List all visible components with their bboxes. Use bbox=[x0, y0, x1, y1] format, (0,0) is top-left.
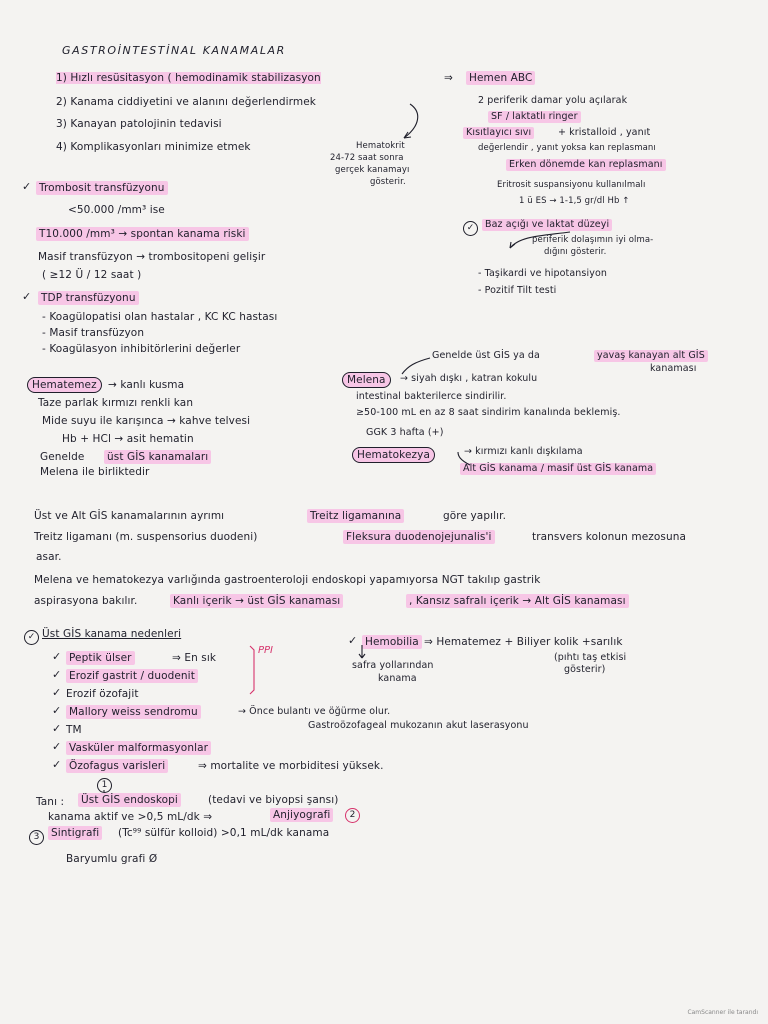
item-1: 1) Hızlı resüsitasyon ( hemodinamik stabilizasyon bbox=[56, 72, 321, 84]
right-line-4: + kristalloid , yanıt bbox=[558, 127, 651, 138]
hemobilia-rest: ⇒ Hematemez + Biliyer kolik +sarılık bbox=[424, 636, 623, 648]
melena-top-hl: yavaş kanayan alt GİS bbox=[594, 350, 708, 362]
item-4: 4) Komplikasyonları minimize etmek bbox=[56, 141, 251, 153]
tani-sintigrafi-note: (Tc⁹⁹ sülfür kolloid) >0,1 mL/dk kanama bbox=[118, 827, 330, 839]
right-line-2: SF / laktatlı ringer bbox=[488, 111, 581, 123]
tani-baryum: Baryumlu grafi Ø bbox=[66, 853, 158, 865]
tdp-line-2: - Masif transfüzyon bbox=[42, 327, 145, 339]
melena-line-3: ≥50-100 mL en az 8 saat sindirim kanalında beklemiş. bbox=[356, 407, 621, 418]
safra-2: kanama bbox=[378, 673, 417, 684]
check-icon: ✓ bbox=[22, 180, 32, 193]
check-icon: ✓ bbox=[52, 650, 62, 663]
hematemez-line-1: → kanlı kusma bbox=[108, 379, 185, 391]
ust-head: Üst GİS kanama nedenleri bbox=[42, 628, 182, 640]
ust-item-1b: ⇒ En sık bbox=[172, 652, 217, 664]
taki: - Taşikardi ve hipotansiyon bbox=[478, 268, 607, 279]
tdp-line-1: - Koagülopatisi olan hastalar , KC KC hastası bbox=[42, 311, 278, 323]
check-circle-icon: ✓ bbox=[24, 630, 39, 645]
ust-item-3: Erozif özofajit bbox=[66, 688, 139, 700]
check-icon: ✓ bbox=[348, 634, 358, 647]
right-line-8: 1 ü ES → 1-1,5 gr/dl Hb ↑ bbox=[519, 196, 630, 206]
hematemez-line-4: Hb + HCl → asit hematin bbox=[62, 433, 194, 445]
tilt: - Pozitif Tilt testi bbox=[478, 285, 557, 296]
check-icon: ✓ bbox=[52, 740, 62, 753]
hematemez-line-2: Taze parlak kırmızı renkli kan bbox=[38, 397, 194, 409]
treitz-line-1c: göre yapılır. bbox=[443, 510, 507, 522]
ust-item-1: Peptik ülser bbox=[66, 651, 135, 665]
melena-top: Genelde üst GİS ya da bbox=[432, 350, 540, 361]
trombosit-line-4: ( ≥12 Ü / 12 saat ) bbox=[42, 269, 142, 281]
tani-sintigrafi: Sintigrafi bbox=[48, 826, 102, 840]
right-line-5: değerlendir , yanıt yoksa kan replasmanı bbox=[478, 143, 656, 153]
treitz-line-1a: Üst ve Alt GİS kanamalarının ayrımı bbox=[34, 510, 225, 522]
ust-item-4c: Gastroözofageal mukozanın akut laserasyonu bbox=[308, 720, 529, 731]
item-3: 3) Kanayan patolojinin tedavisi bbox=[56, 118, 222, 130]
tani-kanama: kanama aktif ve >0,5 mL/dk ⇒ bbox=[48, 811, 213, 823]
tdp-head: TDP transfüzyonu bbox=[38, 291, 139, 305]
tani-label: Tanı : bbox=[36, 796, 65, 808]
treitz-line-5c: , Kansız safralı içerik → Alt GİS kanaması bbox=[406, 594, 629, 608]
tani-endoskopi: Üst GİS endoskopi bbox=[78, 793, 181, 807]
treitz-line-3: asar. bbox=[36, 551, 62, 563]
ust-item-6: Vasküler malformasyonlar bbox=[66, 741, 211, 755]
arrow-hemen: ⇒ bbox=[444, 72, 453, 84]
ust-item-7: Özofagus varisleri bbox=[66, 759, 168, 773]
hematemez-line-7: Melena ile birliktedir bbox=[40, 466, 150, 478]
hematemez-line-3: Mide suyu ile karışınca → kahve telvesi bbox=[42, 415, 251, 427]
ust-item-4: Mallory weiss sendromu bbox=[66, 705, 201, 719]
melena-line-2: intestinal bakterilerce sindirilir. bbox=[356, 391, 507, 402]
tdp-line-3: - Koagülasyon inhibitörlerini değerler bbox=[42, 343, 241, 355]
trombosit-head: Trombosit transfüzyonu bbox=[36, 181, 168, 195]
number-circle-2: 2 bbox=[345, 808, 360, 823]
melena-label: Melena bbox=[342, 372, 391, 388]
tani-endoskopi-note: (tedavi ve biyopsi şansı) bbox=[208, 794, 339, 806]
check-icon: ✓ bbox=[52, 668, 62, 681]
baz-note-2: dığını gösterir. bbox=[544, 247, 607, 257]
safra-1: safra yollarından bbox=[352, 660, 434, 671]
treitz-line-4: Melena ve hematokezya varlığında gastroenteroloji endoskopi yapamıyorsa NGT takılıp gastrik bbox=[34, 574, 541, 586]
ust-item-4b: → Önce bulantı ve öğürme olur. bbox=[238, 706, 391, 717]
trombosit-line-1: <50.000 /mm³ ise bbox=[68, 204, 165, 216]
baz-acigi: Baz açığı ve laktat düzeyi bbox=[482, 219, 612, 231]
melena-line-4: GGK 3 hafta (+) bbox=[366, 427, 444, 438]
page-title: GASTROİNTESTİNAL KANAMALAR bbox=[62, 44, 286, 57]
melena-line-1: → siyah dışkı , katran kokulu bbox=[400, 373, 538, 384]
check-icon: ✓ bbox=[52, 686, 62, 699]
hemobilia: Hemobilia bbox=[362, 635, 422, 649]
treitz-line-2b: Fleksura duodenojejunalis'i bbox=[343, 530, 495, 544]
right-line-7: Eritrosit suspansiyonu kullanılmalı bbox=[497, 180, 646, 190]
ust-item-7b: ⇒ mortalite ve morbiditesi yüksek. bbox=[198, 760, 384, 772]
baz-note-1: periferik dolaşımın iyi olma- bbox=[532, 235, 654, 245]
item-2: 2) Kanama ciddiyetini ve alanını değerlendirmek bbox=[56, 96, 316, 108]
melena-top-2: kanaması bbox=[650, 363, 697, 374]
hemen-abc: Hemen ABC bbox=[466, 71, 535, 85]
right-line-3: Kısıtlayıcı sıvı bbox=[463, 127, 534, 139]
treitz-line-2c: transvers kolonun mezosuna bbox=[532, 531, 687, 543]
treitz-line-5b: Kanlı içerik → üst GİS kanaması bbox=[170, 594, 343, 608]
hematokrit-note-2: 24-72 saat sonra bbox=[330, 153, 404, 163]
hematokrit-note-3: gerçek kanamayı bbox=[335, 165, 410, 175]
hematokrit-note-1: Hematokrit bbox=[356, 141, 405, 151]
number-circle-1: 1 bbox=[97, 778, 112, 793]
treitz-line-5a: aspirasyona bakılır. bbox=[34, 595, 138, 607]
treitz-line-2a: Treitz ligamanı (m. suspensorius duodeni) bbox=[34, 531, 258, 543]
hematokezya-line-2: Alt GİS kanama / masif üst GİS kanama bbox=[460, 463, 656, 475]
hematemez-label: Hematemez bbox=[27, 377, 102, 393]
scanner-footer: CamScanner ile tarandı bbox=[687, 1009, 758, 1016]
ust-item-5: TM bbox=[66, 724, 82, 736]
ust-item-2: Erozif gastrit / duodenit bbox=[66, 669, 198, 683]
hemobilia-note-2: gösterir) bbox=[564, 664, 606, 675]
check-circle-icon: ✓ bbox=[463, 221, 478, 236]
hematokrit-note-4: gösterir. bbox=[370, 177, 406, 187]
right-line-1: 2 periferik damar yolu açılarak bbox=[478, 95, 628, 106]
check-icon: ✓ bbox=[22, 290, 32, 303]
number-circle-3: 3 bbox=[29, 830, 44, 845]
check-icon: ✓ bbox=[52, 758, 62, 771]
ppi-note: PPI bbox=[258, 645, 274, 656]
hematokezya-line-1: → kırmızı kanlı dışkılama bbox=[464, 446, 583, 457]
check-icon: ✓ bbox=[52, 722, 62, 735]
trombosit-line-3: Masif transfüzyon → trombositopeni gelişir bbox=[38, 251, 266, 263]
check-icon: ✓ bbox=[52, 704, 62, 717]
hemobilia-note-1: (pıhtı taş etkisi bbox=[554, 652, 627, 663]
hematemez-line-5: Genelde bbox=[40, 451, 85, 463]
tani-anjiyografi: Anjiyografi bbox=[270, 808, 333, 822]
treitz-line-1b: Treitz ligamanına bbox=[307, 509, 404, 523]
hematemez-line-6: üst GİS kanamaları bbox=[104, 450, 211, 464]
hematokezya-label: Hematokezya bbox=[352, 447, 435, 463]
trombosit-line-2: T10.000 /mm³ → spontan kanama riski bbox=[36, 227, 249, 241]
right-line-6: Erken dönemde kan replasmanı bbox=[506, 159, 666, 171]
